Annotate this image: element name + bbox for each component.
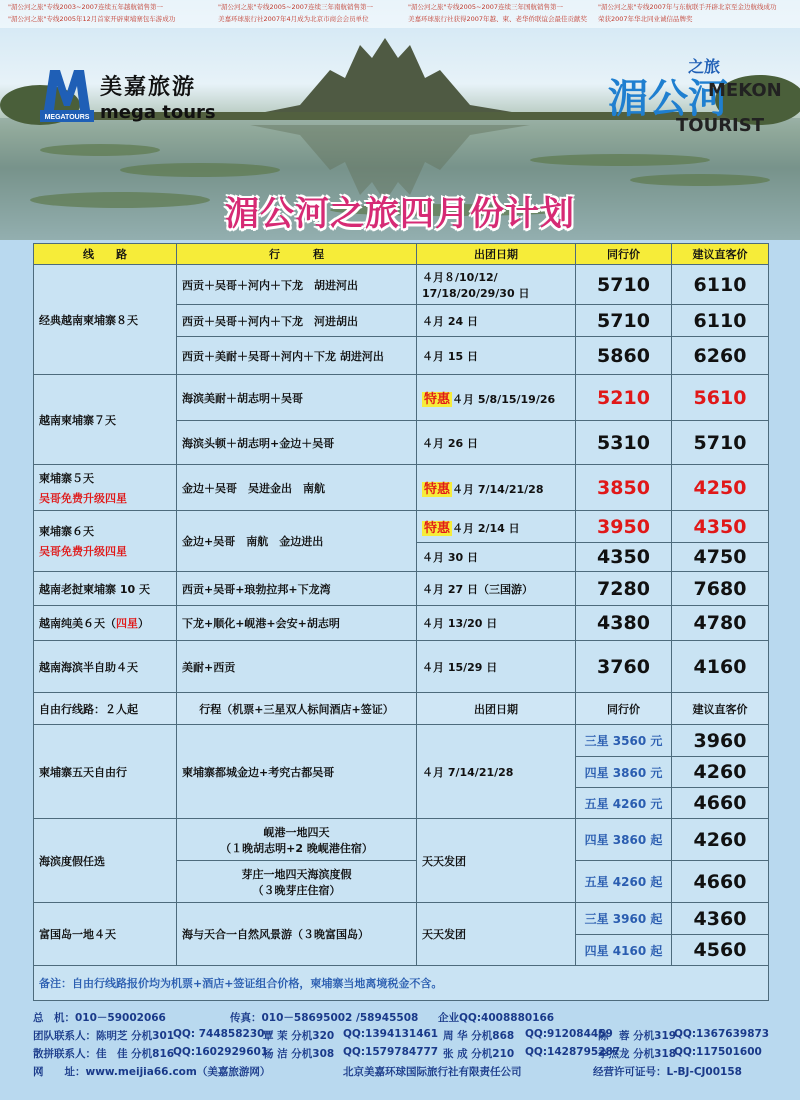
- award-text: "湄公河之旅"专线2005~2007连续三年国航销售第一: [408, 3, 564, 11]
- contact-row: [33, 1026, 773, 1044]
- retail-price: 4660: [672, 861, 769, 903]
- award-text: "湄公河之旅"专线2007年与东航联手开辟北京至金边航线成功: [598, 3, 777, 11]
- departure-date: ４月 15/29 日: [417, 641, 576, 693]
- table-row: [34, 572, 769, 606]
- departure-date: ４月８/10/12/ 17/18/20/29/30 日: [417, 265, 576, 305]
- contact-person: 覃 茉 分机320: [263, 1030, 335, 1042]
- itinerary: 金边＋吴哥 吴进金出 南航: [177, 465, 417, 511]
- hero-banner: [0, 0, 800, 240]
- logo-badge: MEGATOURS: [44, 114, 90, 121]
- award-text: 荣获2007年华北同业诚信品牌奖: [598, 15, 693, 23]
- special-tag: 特惠: [424, 392, 451, 407]
- award-text: "湄公河之旅"专线2005年12月首家开辟柬埔寨包车游成功: [8, 15, 176, 23]
- retail-price: 4160: [672, 641, 769, 693]
- itinerary: [177, 861, 417, 903]
- itinerary: 美耐+西贡: [177, 641, 417, 693]
- route-name: 柬埔寨五天自由行: [34, 725, 177, 819]
- peer-price: 5310: [576, 421, 672, 465]
- contact-qq: QQ:1428795287: [525, 1046, 621, 1058]
- header-itinerary: 行 程: [177, 244, 417, 265]
- contact-fax: 传真：010－58695002 /58945508: [230, 1012, 419, 1024]
- award-text: "湄公河之旅"专线2003~2007连续五年越航销售第一: [8, 3, 164, 11]
- table-row: [34, 641, 769, 693]
- table-row: [34, 375, 769, 421]
- contact-row: [33, 1008, 773, 1026]
- departure-date: ４月 30 日: [417, 543, 576, 572]
- itinerary-line: 芽庄一地四天海滨度假: [241, 867, 352, 881]
- retail-price: 4750: [672, 543, 769, 572]
- contact-row: [33, 1062, 773, 1080]
- page-title: 湄公河之旅四月份计划: [225, 194, 575, 234]
- route-name: 越南柬埔寨７天: [34, 375, 177, 465]
- peer-price: 5210: [576, 375, 672, 421]
- route-upgrade-note: 吴哥免费升级四星: [39, 545, 127, 558]
- award-text: "湄公河之旅"专线2005~2007连续三年南航销售第一: [218, 3, 374, 11]
- header-free-route: 自由行线路：２人起: [34, 693, 177, 725]
- retail-price: 4560: [672, 935, 769, 966]
- table-row: [34, 265, 769, 305]
- retail-price: 5710: [672, 421, 769, 465]
- route-name: [34, 511, 177, 572]
- retail-price: 6260: [672, 337, 769, 375]
- contact-person: 周 华 分机868: [443, 1030, 515, 1042]
- route-name: 越南海滨半自助４天: [34, 641, 177, 693]
- header-retail-price: 建议直客价: [672, 244, 769, 265]
- route-title: 柬埔寨６天: [39, 525, 94, 538]
- itinerary-line: （１晚胡志明+2 晚岘港住宿）: [220, 841, 373, 855]
- route-name: [34, 465, 177, 511]
- contact-qq: QQ:1367639873: [674, 1028, 770, 1040]
- logo-en: mega tours: [100, 102, 216, 123]
- mekon-cn: 湄公河: [608, 76, 728, 122]
- peer-price: 3850: [576, 465, 672, 511]
- departure-date: ４月 26 日: [417, 421, 576, 465]
- contact-person: 陈 蓉 分机319: [598, 1030, 677, 1042]
- contact-person: 团队联系人：陈明芝 分机301: [33, 1030, 175, 1042]
- departure-date: ４月 13/20 日: [417, 606, 576, 641]
- peer-price: 5860: [576, 337, 672, 375]
- itinerary: 金边+吴哥 南航 金边进出: [177, 511, 417, 572]
- contact-person: 杨 洁 分机308: [263, 1048, 335, 1060]
- retail-price: 7680: [672, 572, 769, 606]
- peer-price: 四星 3860 元: [576, 757, 672, 788]
- date-text: ４月 2/14 日: [452, 522, 520, 535]
- itinerary: 柬埔寨都城金边+考究古都吴哥: [177, 725, 417, 819]
- departure-date: 天天发团: [417, 903, 576, 966]
- route-name: 经典越南柬埔寨８天: [34, 265, 177, 375]
- contact-person: 张 成 分机210: [443, 1048, 515, 1060]
- special-tag: 特惠: [424, 482, 451, 497]
- retail-price: 4360: [672, 903, 769, 935]
- itinerary: 西贡+吴哥+琅勃拉邦+下龙湾: [177, 572, 417, 606]
- contact-qq: QQ:912084459: [525, 1028, 613, 1040]
- route-name: 海滨度假任选: [34, 819, 177, 903]
- departure-date: [417, 511, 576, 543]
- route-upgrade-note: 吴哥免费升级四星: [39, 491, 127, 505]
- logo-cn: 美嘉旅游: [100, 75, 197, 100]
- mega-logo-icon: [40, 62, 94, 122]
- route-name: 越南老挝柬埔寨 10 天: [34, 572, 177, 606]
- route-title: 柬埔寨５天: [39, 471, 94, 485]
- contact-qq: QQ:1394131461: [343, 1028, 439, 1040]
- retail-price: 6110: [672, 305, 769, 337]
- itinerary-line: （３晚芽庄住宿）: [252, 883, 341, 897]
- itinerary-line: 岘港一地四天: [263, 825, 330, 839]
- route-star-tag: 四星: [116, 617, 138, 630]
- retail-price: 6110: [672, 265, 769, 305]
- route-title: 越南纯美６天（: [39, 617, 116, 630]
- date-text: ４月 5/8/15/19/26: [452, 393, 556, 406]
- retail-price: 4660: [672, 788, 769, 819]
- peer-price: 7280: [576, 572, 672, 606]
- retail-price: 3960: [672, 725, 769, 757]
- note-text: 备注：自由行线路报价均为机票+酒店+签证组合价格，柬埔寨当地离境税金不含。: [34, 966, 769, 1001]
- itinerary: 海滨美耐＋胡志明＋吴哥: [177, 375, 417, 421]
- mekon-suffix: 之旅: [688, 57, 721, 76]
- contact-qq: 企业QQ:4008880166: [438, 1012, 555, 1024]
- retail-price: 4780: [672, 606, 769, 641]
- header-free-peer: 同行价: [576, 693, 672, 725]
- retail-price: 5610: [672, 375, 769, 421]
- itinerary: 西贡＋吴哥＋河内＋下龙 河进胡出: [177, 305, 417, 337]
- mekon-en2: TOURIST: [676, 115, 764, 136]
- note-row: [34, 966, 769, 1001]
- peer-price: 4350: [576, 543, 672, 572]
- itinerary-table-wrap: [33, 243, 768, 1001]
- header-date: 出团日期: [417, 244, 576, 265]
- contact-info: [33, 1008, 773, 1080]
- table-header: [34, 244, 769, 265]
- peer-price: 五星 4260 元: [576, 788, 672, 819]
- award-strip: [0, 0, 800, 28]
- table-row: [34, 606, 769, 641]
- peer-price: 5710: [576, 265, 672, 305]
- header-free-retail: 建议直客价: [672, 693, 769, 725]
- company-name: 北京美嘉环球国际旅行社有限责任公司: [343, 1066, 522, 1078]
- itinerary: 海与天合一自然风景游（３晚富国岛）: [177, 903, 417, 966]
- date-text: ４月 7/14/21/28: [452, 483, 544, 496]
- itinerary: 西贡＋吴哥＋河内＋下龙 胡进河出: [177, 265, 417, 305]
- peer-price: 4380: [576, 606, 672, 641]
- contact-qq: QQ: 744858230: [173, 1028, 265, 1040]
- contact-qq: QQ:117501600: [674, 1046, 762, 1058]
- departure-date: [417, 375, 576, 421]
- departure-date: ４月 24 日: [417, 305, 576, 337]
- special-tag: 特惠: [424, 521, 451, 536]
- itinerary: [177, 819, 417, 861]
- contact-person: 李杰龙 分机318: [598, 1048, 677, 1060]
- license-number: 经营许可证号：L-BJ-CJ00158: [593, 1066, 742, 1078]
- contact-qq: QQ:1602929601: [173, 1046, 269, 1058]
- peer-price: 三星 3560 元: [576, 725, 672, 757]
- departure-date: ４月 7/14/21/28: [417, 725, 576, 819]
- award-text: 美嘉环球旅行社2007年4月成为北京市商会会员单位: [218, 15, 369, 23]
- itinerary-table: [33, 243, 769, 1001]
- award-text: 美嘉环球旅行社获得2007年越、柬、老华侨联谊会最佳贡献奖: [408, 15, 588, 23]
- table-row: [34, 725, 769, 757]
- header-free-date: 出团日期: [417, 693, 576, 725]
- peer-price: 3950: [576, 511, 672, 543]
- peer-price: 四星 4160 起: [576, 935, 672, 966]
- header-free-itinerary: 行程（机票+三星双人标间酒店+签证）: [177, 693, 417, 725]
- peer-price: 3760: [576, 641, 672, 693]
- table-row: [34, 511, 769, 543]
- route-name: [34, 606, 177, 641]
- mekon-en1: MEKON: [708, 80, 782, 101]
- departure-date: ４月 27 日（三国游）: [417, 572, 576, 606]
- table-row: [34, 465, 769, 511]
- retail-price: 4260: [672, 757, 769, 788]
- peer-price: 四星 3860 起: [576, 819, 672, 861]
- contact-row: [33, 1044, 773, 1062]
- itinerary: 下龙+顺化+岘港+会安+胡志明: [177, 606, 417, 641]
- route-title-end: ）: [138, 617, 149, 630]
- peer-price: 三星 3960 起: [576, 903, 672, 935]
- header-peer-price: 同行价: [576, 244, 672, 265]
- retail-price: 4260: [672, 819, 769, 861]
- contact-qq: QQ:1579784777: [343, 1046, 439, 1058]
- departure-date: ４月 15 日: [417, 337, 576, 375]
- contact-phone: 总 机：010－59002066: [33, 1012, 166, 1024]
- table-row: [34, 903, 769, 935]
- departure-date: [417, 465, 576, 511]
- peer-price: 5710: [576, 305, 672, 337]
- contact-person: 散拼联系人：佳 佳 分机816: [33, 1048, 175, 1060]
- departure-date: 天天发团: [417, 819, 576, 903]
- table-row: [34, 819, 769, 861]
- header-route: 线 路: [34, 244, 177, 265]
- website: 网 址：www.meijia66.com（美嘉旅游网）: [33, 1066, 271, 1078]
- itinerary: 海滨头顿＋胡志明+金边＋吴哥: [177, 421, 417, 465]
- retail-price: 4250: [672, 465, 769, 511]
- free-travel-header: [34, 693, 769, 725]
- peer-price: 五星 4260 起: [576, 861, 672, 903]
- route-name: 富国岛一地４天: [34, 903, 177, 966]
- retail-price: 4350: [672, 511, 769, 543]
- itinerary: 西贡＋美耐＋吴哥＋河内＋下龙 胡进河出: [177, 337, 417, 375]
